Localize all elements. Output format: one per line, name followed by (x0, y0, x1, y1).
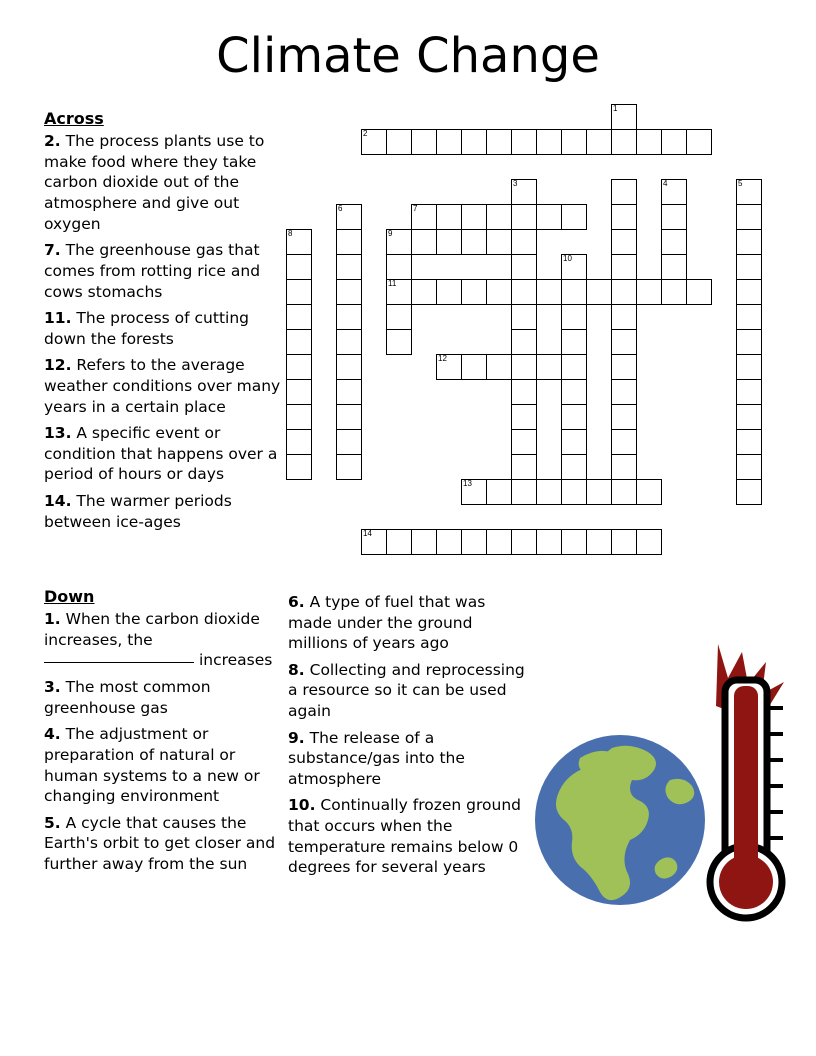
grid-cell[interactable] (611, 379, 637, 405)
grid-cell[interactable] (286, 429, 312, 455)
grid-cell[interactable] (536, 529, 562, 555)
clue-text: Continually frozen ground that occurs when the temperature remains below 0 degrees for several years (288, 796, 522, 877)
clue-number: 11. (44, 309, 72, 328)
clue-number: 10. (288, 796, 316, 815)
grid-cell[interactable] (736, 404, 762, 430)
clue-number: 9. (288, 728, 305, 747)
grid-cell[interactable] (736, 329, 762, 355)
grid-cell-number: 3 (513, 179, 518, 188)
grid-cell[interactable] (561, 404, 587, 430)
grid-cell[interactable] (386, 529, 412, 555)
grid-cell[interactable] (611, 429, 637, 455)
grid-cell[interactable] (286, 454, 312, 480)
grid-cell[interactable] (561, 329, 587, 355)
grid-cell[interactable] (611, 104, 637, 130)
grid-cell[interactable] (486, 279, 512, 305)
clue-across-13 (44, 423, 288, 485)
grid-cell[interactable] (611, 229, 637, 255)
globe-thermometer-illustration (520, 630, 810, 930)
grid-cell[interactable] (286, 254, 312, 280)
clue-down-4 (44, 724, 288, 806)
clue-text-after: increases (198, 651, 273, 670)
clue-number: 4. (44, 725, 61, 744)
grid-cell[interactable] (536, 204, 562, 230)
grid-cell[interactable] (336, 404, 362, 430)
clue-text: The process plants use to make food where they take carbon dioxide out of the atmosphere and give out oxygen (44, 132, 265, 233)
clue-text: The release of a substance/gas into the atmosphere (288, 728, 465, 788)
grid-cell[interactable] (336, 454, 362, 480)
clue-number: 6. (288, 593, 305, 611)
grid-cell[interactable] (286, 304, 312, 330)
grid-cell[interactable] (511, 429, 537, 455)
grid-cell[interactable] (486, 529, 512, 555)
clue-across-7 (44, 240, 288, 302)
grid-cell[interactable] (736, 204, 762, 230)
grid-cell[interactable] (386, 304, 412, 330)
grid-cell[interactable] (561, 279, 587, 305)
grid-cell[interactable] (386, 254, 412, 280)
grid-cell[interactable] (286, 279, 312, 305)
grid-cell[interactable] (286, 354, 312, 380)
grid-cell[interactable] (361, 529, 387, 555)
grid-cell[interactable] (636, 279, 662, 305)
grid-cell[interactable] (511, 454, 537, 480)
down-clue-column-right (288, 592, 526, 884)
grid-cell[interactable] (611, 279, 637, 305)
grid-cell[interactable] (611, 329, 637, 355)
clue-text: The warmer periods between ice-ages (44, 492, 232, 531)
grid-cell[interactable] (561, 129, 587, 155)
clue-text: Refers to the average weather conditions over many years in a certain place (44, 356, 281, 416)
grid-cell[interactable] (336, 279, 362, 305)
grid-cell[interactable] (286, 379, 312, 405)
grid-cell[interactable] (536, 129, 562, 155)
grid-cell[interactable] (411, 529, 437, 555)
grid-cell[interactable] (561, 429, 587, 455)
grid-cell[interactable] (511, 179, 537, 205)
grid-cell[interactable] (736, 279, 762, 305)
grid-cell[interactable] (536, 354, 562, 380)
grid-cell[interactable] (386, 229, 412, 255)
clue-down-9 (288, 728, 526, 790)
grid-cell[interactable] (611, 304, 637, 330)
clue-number: 13. (44, 424, 72, 443)
grid-cell[interactable] (511, 379, 537, 405)
grid-cell-number: 2 (363, 129, 368, 138)
clue-text: A type of fuel that was made under the ground millions of years ago (288, 593, 486, 653)
grid-cell[interactable] (736, 304, 762, 330)
globe-icon (535, 735, 705, 905)
grid-cell[interactable] (536, 279, 562, 305)
grid-cell-number: 12 (438, 354, 447, 363)
clue-down-8 (288, 660, 526, 722)
grid-cell[interactable] (611, 479, 637, 505)
grid-cell[interactable] (736, 179, 762, 205)
grid-cell[interactable] (536, 479, 562, 505)
grid-cell[interactable] (561, 529, 587, 555)
across-heading: Across (44, 109, 104, 128)
grid-cell[interactable] (436, 129, 462, 155)
grid-cell[interactable] (636, 129, 662, 155)
grid-cell[interactable] (461, 354, 487, 380)
grid-cell[interactable] (461, 129, 487, 155)
grid-cell[interactable] (661, 229, 687, 255)
grid-cell[interactable] (511, 354, 537, 380)
grid-cell[interactable] (561, 354, 587, 380)
grid-cell[interactable] (586, 279, 612, 305)
across-clue-column (44, 108, 288, 538)
down-clue-column-left (44, 586, 288, 881)
grid-cell[interactable] (511, 254, 537, 280)
grid-cell[interactable] (611, 204, 637, 230)
grid-cell-number: 7 (413, 204, 418, 213)
clue-number: 8. (288, 660, 305, 679)
grid-cell-number: 13 (463, 479, 472, 488)
clue-down-3 (44, 677, 288, 718)
grid-cell[interactable] (461, 479, 487, 505)
answer-blank-line (44, 661, 194, 663)
grid-cell[interactable] (736, 354, 762, 380)
grid-cell-number: 9 (388, 229, 393, 238)
grid-cell-number: 4 (663, 179, 668, 188)
clue-down-1 (44, 609, 288, 671)
grid-cell[interactable] (511, 279, 537, 305)
clue-text: When the carbon dioxide increases, the (44, 610, 260, 649)
grid-cell[interactable] (736, 429, 762, 455)
grid-cell[interactable] (411, 229, 437, 255)
clue-down-10 (288, 795, 526, 877)
grid-cell-number: 10 (563, 254, 572, 263)
clue-text: A specific event or condition that happens over a period of hours or days (44, 424, 278, 484)
down-heading: Down (44, 587, 95, 606)
crossword-grid[interactable] (286, 104, 786, 564)
grid-cell[interactable] (661, 179, 687, 205)
grid-cell[interactable] (286, 329, 312, 355)
grid-cell[interactable] (561, 379, 587, 405)
grid-cell[interactable] (486, 479, 512, 505)
grid-cell[interactable] (511, 304, 537, 330)
grid-cell[interactable] (436, 229, 462, 255)
grid-cell[interactable] (436, 279, 462, 305)
grid-cell[interactable] (436, 204, 462, 230)
grid-cell-number: 1 (613, 104, 618, 113)
clue-down-6 (288, 592, 526, 654)
grid-cell[interactable] (736, 229, 762, 255)
grid-cell[interactable] (386, 129, 412, 155)
grid-cell[interactable] (511, 479, 537, 505)
grid-cell[interactable] (736, 454, 762, 480)
grid-cell[interactable] (661, 254, 687, 280)
grid-cell[interactable] (286, 229, 312, 255)
grid-cell[interactable] (386, 279, 412, 305)
grid-cell[interactable] (586, 479, 612, 505)
clue-number: 7. (44, 241, 61, 260)
grid-cell-number: 8 (288, 229, 293, 238)
grid-cell[interactable] (686, 279, 712, 305)
grid-cell[interactable] (686, 129, 712, 155)
grid-cell[interactable] (361, 129, 387, 155)
clue-across-12 (44, 355, 288, 417)
grid-cell[interactable] (436, 354, 462, 380)
grid-cell[interactable] (636, 479, 662, 505)
grid-cell[interactable] (736, 479, 762, 505)
grid-cell[interactable] (336, 379, 362, 405)
grid-cell[interactable] (511, 529, 537, 555)
grid-cell[interactable] (461, 229, 487, 255)
grid-cell[interactable] (461, 204, 487, 230)
clue-number: 12. (44, 356, 72, 375)
grid-cell[interactable] (561, 304, 587, 330)
grid-cell[interactable] (486, 354, 512, 380)
page-title: Climate Change (216, 28, 600, 84)
grid-cell[interactable] (511, 129, 537, 155)
grid-cell[interactable] (511, 229, 537, 255)
grid-cell[interactable] (336, 354, 362, 380)
grid-cell[interactable] (661, 129, 687, 155)
clue-text: The process of cutting down the forests (44, 309, 249, 348)
grid-cell[interactable] (436, 529, 462, 555)
grid-cell[interactable] (486, 129, 512, 155)
clue-text: The most common greenhouse gas (44, 678, 211, 717)
clue-number: 14. (44, 492, 72, 511)
grid-cell[interactable] (611, 404, 637, 430)
grid-cell[interactable] (486, 204, 512, 230)
grid-cell[interactable] (586, 129, 612, 155)
grid-cell[interactable] (611, 454, 637, 480)
grid-cell[interactable] (611, 254, 637, 280)
grid-cell[interactable] (386, 329, 412, 355)
grid-cell[interactable] (336, 329, 362, 355)
grid-cell[interactable] (586, 529, 612, 555)
clue-across-11 (44, 308, 288, 349)
grid-cell[interactable] (661, 279, 687, 305)
grid-cell[interactable] (661, 204, 687, 230)
clue-number: 5. (44, 813, 61, 832)
grid-cell[interactable] (611, 129, 637, 155)
clue-number: 1. (44, 610, 61, 629)
clue-text: The greenhouse gas that comes from rotting rice and cows stomachs (44, 241, 261, 301)
grid-cell-number: 11 (388, 279, 397, 288)
grid-cell[interactable] (486, 229, 512, 255)
grid-cell[interactable] (561, 254, 587, 280)
grid-cell[interactable] (736, 254, 762, 280)
grid-cell[interactable] (336, 429, 362, 455)
clue-number: 2. (44, 132, 61, 151)
grid-cell[interactable] (736, 379, 762, 405)
clue-text: Collecting and reprocessing a resource so it can be used again (288, 660, 525, 721)
grid-cell[interactable] (611, 529, 637, 555)
clue-across-14 (44, 491, 288, 532)
grid-cell[interactable] (411, 279, 437, 305)
grid-cell[interactable] (636, 529, 662, 555)
thermometer-icon (710, 644, 784, 918)
grid-cell[interactable] (611, 179, 637, 205)
grid-cell[interactable] (461, 529, 487, 555)
grid-cell[interactable] (511, 204, 537, 230)
clue-down-5 (44, 813, 288, 875)
grid-cell[interactable] (336, 204, 362, 230)
grid-cell[interactable] (511, 329, 537, 355)
grid-cell[interactable] (561, 479, 587, 505)
grid-cell[interactable] (511, 404, 537, 430)
grid-cell[interactable] (336, 254, 362, 280)
grid-cell[interactable] (411, 129, 437, 155)
grid-cell[interactable] (611, 354, 637, 380)
grid-cell[interactable] (286, 404, 312, 430)
grid-cell[interactable] (411, 204, 437, 230)
grid-cell-number: 6 (338, 204, 343, 213)
grid-cell[interactable] (336, 304, 362, 330)
clue-text: The adjustment or preparation of natural or human systems to a new or changing environment (44, 725, 260, 806)
grid-cell-number: 5 (738, 179, 743, 188)
grid-cell-number: 14 (363, 529, 372, 538)
grid-cell[interactable] (561, 204, 587, 230)
grid-cell[interactable] (336, 229, 362, 255)
clue-number: 3. (44, 678, 61, 697)
clue-across-2 (44, 131, 288, 234)
clue-text: A cycle that causes the Earth's orbit to get closer and further away from the sun (44, 813, 276, 873)
grid-cell[interactable] (561, 454, 587, 480)
grid-cell[interactable] (461, 279, 487, 305)
